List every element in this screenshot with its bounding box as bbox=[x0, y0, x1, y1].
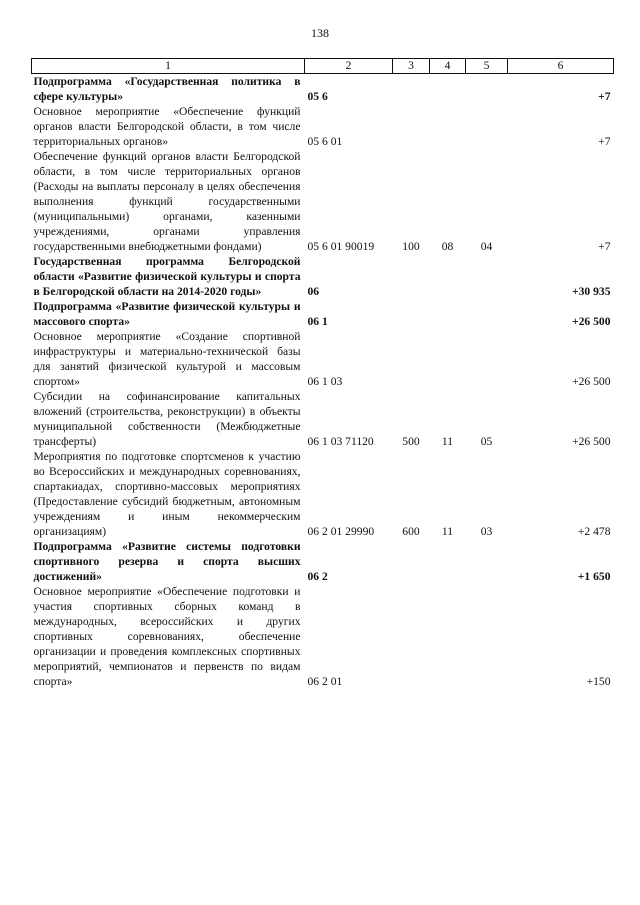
row-code: 05 6 01 90019 bbox=[307, 240, 375, 253]
row-section bbox=[430, 299, 466, 329]
header-row bbox=[32, 59, 614, 74]
table-row bbox=[32, 74, 614, 105]
row-name: Подпрограмма «Государственная политика в сфере культуры» bbox=[33, 75, 301, 103]
row-amount: +150 bbox=[586, 675, 611, 688]
row-name: Обеспечение функций органов власти Белгородской области, в том числе территориальных органов (Расходы на выплаты персоналу в целях обеспечения выполнения функций государственными (муниципальными) органами, казенными учреждениями, органами управления государственными внебюджетными фондами) bbox=[33, 150, 301, 253]
table-row bbox=[32, 329, 614, 389]
table-row bbox=[32, 389, 614, 449]
row-expense-type bbox=[393, 254, 430, 299]
row-subsection bbox=[466, 74, 508, 105]
column-header-2: 2 bbox=[305, 59, 393, 74]
row-expense-type: 600 bbox=[402, 525, 420, 538]
row-section: 11 bbox=[441, 435, 454, 448]
row-code: 06 2 bbox=[307, 570, 328, 583]
row-section bbox=[430, 539, 466, 584]
row-amount: +26 500 bbox=[572, 315, 611, 328]
row-subsection bbox=[466, 254, 508, 299]
row-name: Основное мероприятие «Создание спортивной инфраструктуры и материально-технической базы для занятий физической культурой и массовым спортом» bbox=[33, 330, 301, 388]
column-header-3: 3 bbox=[393, 59, 430, 74]
table-row bbox=[32, 449, 614, 539]
row-amount: +1 650 bbox=[577, 570, 611, 583]
row-expense-type bbox=[393, 104, 430, 149]
row-expense-type: 100 bbox=[402, 240, 420, 253]
row-amount: +7 bbox=[598, 135, 611, 148]
table-row bbox=[32, 539, 614, 584]
row-subsection bbox=[466, 539, 508, 584]
table-row bbox=[32, 254, 614, 299]
row-code: 05 6 01 bbox=[307, 135, 343, 148]
row-name: Мероприятия по подготовке спортсменов к участию во Всероссийских и международных соревнованиях, спартакиадах, спортивно-массовых мероприятиях (Предоставление субсидий бюджетным, автономным учреждениям и иным некоммерческим организациям) bbox=[33, 450, 301, 538]
row-section bbox=[430, 329, 466, 389]
row-name: Государственная программа Белгородской области «Развитие физической культуры и спорта в Белгородской области на 2014-2020 годы» bbox=[33, 255, 301, 298]
row-code: 06 1 bbox=[307, 315, 328, 328]
row-section bbox=[430, 584, 466, 689]
row-expense-type bbox=[393, 74, 430, 105]
table-row bbox=[32, 584, 614, 689]
row-name: Подпрограмма «Развитие физической культуры и массового спорта» bbox=[33, 300, 301, 328]
row-amount: +7 bbox=[598, 240, 611, 253]
row-section: 08 bbox=[441, 240, 454, 253]
row-name: Субсидии на софинансирование капитальных вложений (строительства, реконструкции) в объекты муниципальной собственности (Межбюджетные трансферты) bbox=[33, 390, 301, 448]
row-code: 06 bbox=[307, 285, 320, 298]
row-name: Основное мероприятие «Обеспечение подготовки и участия спортивных сборных команд в международных, всероссийских и других спортивных соревнованиях, обеспечение организации и проведения комплексных спортивных мероприятий, чемпионатов и первенств по видам спорта» bbox=[33, 585, 301, 688]
row-code: 06 2 01 29990 bbox=[307, 525, 375, 538]
row-code: 05 6 bbox=[307, 90, 328, 103]
row-amount: +26 500 bbox=[572, 375, 611, 388]
budget-table bbox=[31, 58, 614, 689]
column-header-5: 5 bbox=[466, 59, 508, 74]
column-header-4: 4 bbox=[430, 59, 466, 74]
table-row bbox=[32, 149, 614, 254]
column-header-6: 6 bbox=[508, 59, 614, 74]
row-subsection bbox=[466, 299, 508, 329]
row-subsection bbox=[466, 104, 508, 149]
row-section bbox=[430, 254, 466, 299]
row-name: Основное мероприятие «Обеспечение функций органов власти Белгородской области, в том числе территориальных органов» bbox=[33, 105, 301, 148]
row-code: 06 1 03 bbox=[307, 375, 343, 388]
row-subsection: 04 bbox=[480, 240, 493, 253]
row-amount: +2 478 bbox=[577, 525, 611, 538]
row-subsection: 03 bbox=[480, 525, 493, 538]
row-subsection bbox=[466, 329, 508, 389]
row-code: 06 1 03 71120 bbox=[307, 435, 374, 448]
table-row bbox=[32, 104, 614, 149]
row-section bbox=[430, 74, 466, 105]
row-amount: +30 935 bbox=[572, 285, 611, 298]
row-expense-type bbox=[393, 584, 430, 689]
row-amount: +26 500 bbox=[572, 435, 611, 448]
row-expense-type bbox=[393, 299, 430, 329]
row-subsection bbox=[466, 584, 508, 689]
row-code: 06 2 01 bbox=[307, 675, 343, 688]
table-row bbox=[32, 299, 614, 329]
row-expense-type: 500 bbox=[402, 435, 420, 448]
table-header bbox=[32, 59, 614, 74]
column-header-1: 1 bbox=[32, 59, 305, 74]
row-section: 11 bbox=[441, 525, 454, 538]
row-amount: +7 bbox=[598, 90, 611, 103]
page-number: 138 bbox=[311, 26, 329, 40]
row-name: Подпрограмма «Развитие системы подготовки спортивного резерва и спорта высших достижений» bbox=[33, 540, 301, 583]
row-section bbox=[430, 104, 466, 149]
table-body bbox=[32, 74, 614, 690]
row-expense-type bbox=[393, 539, 430, 584]
row-subsection: 05 bbox=[480, 435, 493, 448]
row-expense-type bbox=[393, 329, 430, 389]
